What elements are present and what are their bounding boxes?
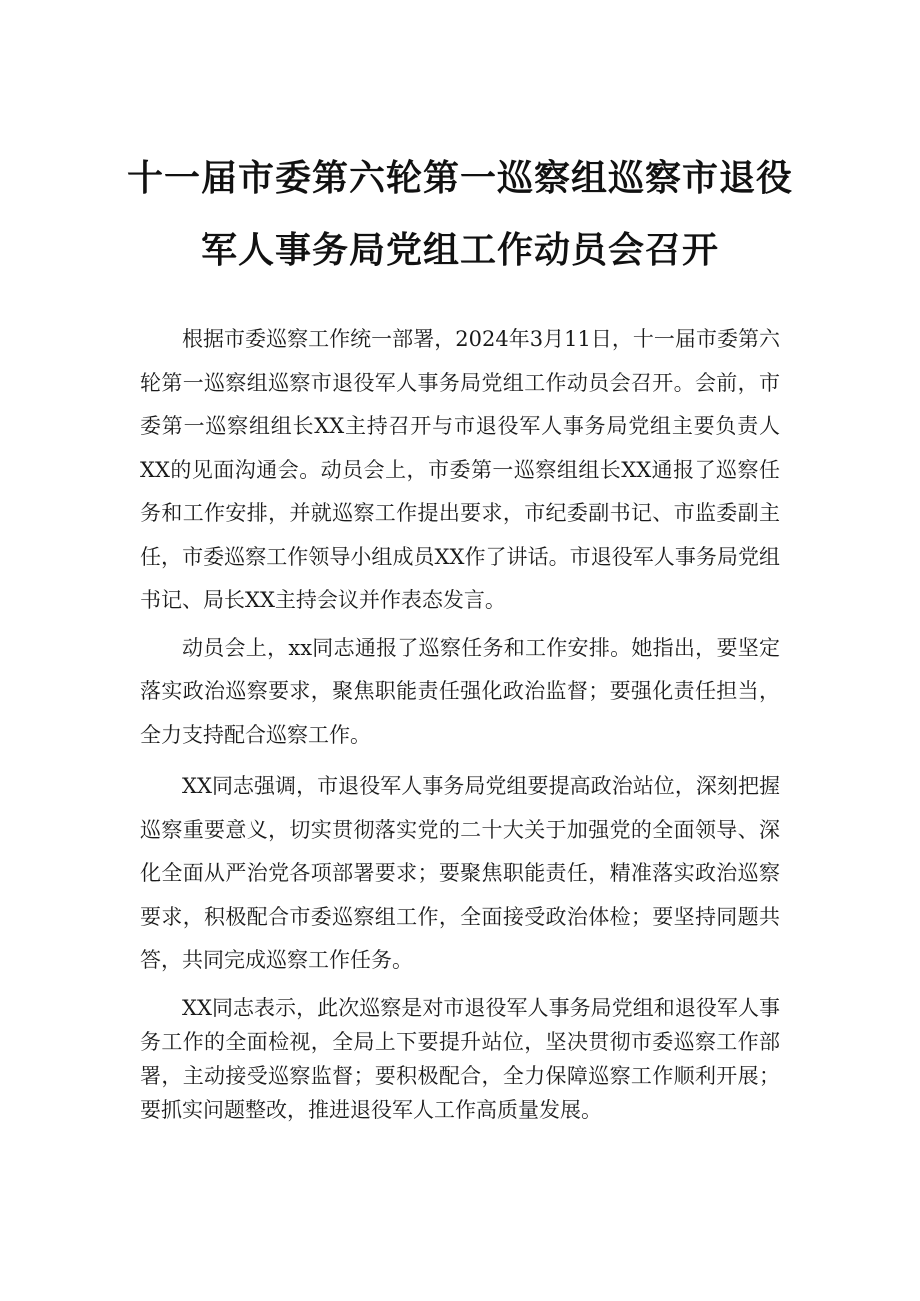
paragraph-4: XX同志表示，此次巡察是对市退役军人事务局党组和退役军人事务工作的全面检视，全局上下要提升站位，坚决贯彻市委巡察工作部署，主动接受巡察监督；要积极配合，全力保障巡察工作顺利开展；要抓实问题整改，推进退役军人工作高质量发展。 — [140, 995, 780, 1122]
paragraph-1: 根据市委巡察工作统一部署，2024年3月11日，十一届市委第六轮第一巡察组巡察市退役军人事务局党组工作动员会召开。会前，市委第一巡察组组长XX主持召开与市退役军人事务局党组主要负责人XX的见面沟通会。动员会上，市委第一巡察组组长XX通报了巡察任务和工作安排，并就巡察工作提出要求，市纪委副书记、市监委副主任，市委巡察工作领导小组成员XX作了讲话。市退役军人事务局党组书记、局长XX主持会议并作表态发言。 — [140, 327, 780, 612]
document-title-line-2: 军人事务局党组工作动员会召开 — [200, 230, 719, 271]
document-body — [140, 318, 780, 1127]
paragraph-2: 动员会上，xx同志通报了巡察任务和工作安排。她指出，要坚定落实政治巡察要求，聚焦职能责任强化政治监督；要强化责任担当，全力支持配合巡察工作。 — [140, 635, 780, 747]
paragraph-3: XX同志强调，市退役军人事务局党组要提高政治站位，深刻把握巡察重要意义，切实贯彻落实党的二十大关于加强党的全面领导、深化全面从严治党各项部署要求；要聚焦职能责任，精准落实政治巡察要求，积极配合市委巡察组工作，全面接受政治体检；要坚持同题共答，共同完成巡察工作任务。 — [140, 774, 780, 972]
document-title-line-1: 十一届市委第六轮第一巡察组巡察市退役 — [126, 158, 793, 199]
